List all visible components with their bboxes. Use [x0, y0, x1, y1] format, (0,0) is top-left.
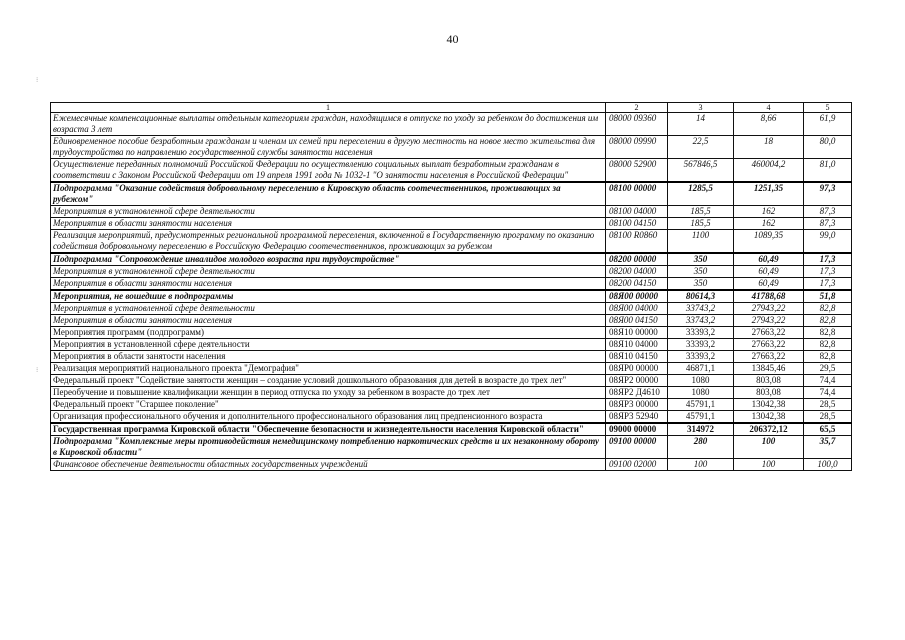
row-actual-cell: 162: [734, 206, 804, 218]
row-plan-cell: 33393,2: [668, 327, 734, 339]
table-row: [51, 218, 852, 230]
row-name-cell: Мероприятия в установленной сфере деятельности: [51, 339, 606, 351]
row-percent-cell: 99,0: [804, 230, 852, 254]
row-plan-cell: 45791,1: [668, 399, 734, 411]
row-name-cell: Мероприятия в области занятости населения: [51, 315, 606, 327]
row-plan-cell: 45791,1: [668, 411, 734, 424]
row-actual-cell: 18: [734, 136, 804, 159]
row-plan-cell: 33393,2: [668, 351, 734, 363]
table-row: [51, 206, 852, 218]
row-plan-cell: 314972: [668, 423, 734, 436]
row-actual-cell: 206372,12: [734, 423, 804, 436]
table-row: [51, 436, 852, 459]
scan-artifact: ⁝: [36, 366, 39, 374]
table-row: [51, 339, 852, 351]
table-row: [51, 159, 852, 183]
row-name-cell: Государственная программа Кировской области "Обеспечение безопасности и жизнедеятельности населения Кировской области": [51, 423, 606, 436]
row-name-cell: Реализация мероприятий национального проекта "Демография": [51, 363, 606, 375]
row-name-cell: Мероприятия программ (подпрограмм): [51, 327, 606, 339]
row-plan-cell: 22,5: [668, 136, 734, 159]
row-actual-cell: 1251,35: [734, 182, 804, 206]
table-row: [51, 266, 852, 278]
table-row: [51, 363, 852, 375]
row-plan-cell: 350: [668, 278, 734, 291]
table-row: [51, 303, 852, 315]
row-actual-cell: 13845,46: [734, 363, 804, 375]
row-code-cell: 08000 09990: [606, 136, 668, 159]
row-name-cell: Единовременное пособие безработным гражданам и членам их семей при переселении в другую местность на новое место жительства для трудоустройства по направлению государственной службы занятости населения: [51, 136, 606, 159]
row-code-cell: 08Я00 04150: [606, 315, 668, 327]
row-name-cell: Мероприятия в установленной сфере деятельности: [51, 206, 606, 218]
row-name-cell: Мероприятия в области занятости населения: [51, 278, 606, 291]
row-actual-cell: 41788,68: [734, 290, 804, 303]
row-plan-cell: 46871,1: [668, 363, 734, 375]
table-header-row: [51, 103, 852, 113]
row-percent-cell: 74,4: [804, 387, 852, 399]
table-row: [51, 182, 852, 206]
row-name-cell: Мероприятия в области занятости населения: [51, 218, 606, 230]
row-percent-cell: 82,8: [804, 327, 852, 339]
row-plan-cell: 14: [668, 113, 734, 136]
row-percent-cell: 81,0: [804, 159, 852, 183]
row-code-cell: 08000 09360: [606, 113, 668, 136]
table-row: [51, 375, 852, 387]
row-percent-cell: 80,0: [804, 136, 852, 159]
row-percent-cell: 87,3: [804, 206, 852, 218]
table-row: [51, 423, 852, 436]
row-code-cell: 08ЯР2 00000: [606, 375, 668, 387]
row-actual-cell: 27663,22: [734, 339, 804, 351]
row-actual-cell: 60,49: [734, 253, 804, 266]
row-name-cell: Мероприятия, не вошедшие в подпрограммы: [51, 290, 606, 303]
row-plan-cell: 280: [668, 436, 734, 459]
column-header: 5: [804, 103, 852, 113]
row-actual-cell: 162: [734, 218, 804, 230]
row-actual-cell: 27943,22: [734, 303, 804, 315]
table-row: [51, 459, 852, 471]
row-actual-cell: 100: [734, 436, 804, 459]
column-header: 2: [606, 103, 668, 113]
table-row: [51, 327, 852, 339]
budget-table: [50, 102, 852, 471]
table-row: [51, 411, 852, 424]
row-actual-cell: 60,49: [734, 278, 804, 291]
row-code-cell: 08Я10 04150: [606, 351, 668, 363]
row-plan-cell: 80614,3: [668, 290, 734, 303]
column-header: 3: [668, 103, 734, 113]
row-name-cell: Финансовое обеспечение деятельности областных государственных учреждений: [51, 459, 606, 471]
row-name-cell: Федеральный проект "Содействие занятости женщин – создание условий дошкольного образования для детей в возрасте до трех лет": [51, 375, 606, 387]
row-plan-cell: 1285,5: [668, 182, 734, 206]
row-actual-cell: 460004,2: [734, 159, 804, 183]
table-row: [51, 399, 852, 411]
row-code-cell: 09100 00000: [606, 436, 668, 459]
row-percent-cell: 17,3: [804, 266, 852, 278]
table-row: [51, 253, 852, 266]
row-name-cell: Осуществление переданных полномочий Российской Федерации по осуществлению социальных выплат безработным гражданам в соответствии с Законом Российской Федерации от 19 апреля 1991 года № 1032-1 "О занятости населения в Российской Федерации": [51, 159, 606, 183]
row-name-cell: Подпрограмма "Комплексные меры противодействия немедицинскому потреблению наркотических средств и их незаконному обороту в Кировской области": [51, 436, 606, 459]
row-code-cell: 08100 00000: [606, 182, 668, 206]
row-plan-cell: 33743,2: [668, 315, 734, 327]
row-actual-cell: 13042,38: [734, 399, 804, 411]
row-percent-cell: 28,5: [804, 399, 852, 411]
row-percent-cell: 17,3: [804, 278, 852, 291]
row-actual-cell: 27663,22: [734, 327, 804, 339]
row-actual-cell: 27943,22: [734, 315, 804, 327]
column-header: 1: [51, 103, 606, 113]
row-percent-cell: 51,8: [804, 290, 852, 303]
table-row: [51, 113, 852, 136]
table-row: [51, 290, 852, 303]
row-code-cell: 08200 00000: [606, 253, 668, 266]
row-percent-cell: 74,4: [804, 375, 852, 387]
row-plan-cell: 1100: [668, 230, 734, 254]
row-code-cell: 08100 R0860: [606, 230, 668, 254]
row-code-cell: 09000 00000: [606, 423, 668, 436]
row-percent-cell: 17,3: [804, 253, 852, 266]
row-code-cell: 08200 04150: [606, 278, 668, 291]
row-code-cell: 08000 52900: [606, 159, 668, 183]
row-plan-cell: 1080: [668, 387, 734, 399]
row-actual-cell: 1089,35: [734, 230, 804, 254]
row-code-cell: 08100 04150: [606, 218, 668, 230]
row-code-cell: 08Я00 00000: [606, 290, 668, 303]
row-percent-cell: 82,8: [804, 339, 852, 351]
column-header: 4: [734, 103, 804, 113]
row-plan-cell: 100: [668, 459, 734, 471]
row-name-cell: Мероприятия в установленной сфере деятельности: [51, 303, 606, 315]
row-code-cell: 08ЯР3 52940: [606, 411, 668, 424]
row-actual-cell: 803,08: [734, 387, 804, 399]
table-row: [51, 230, 852, 254]
row-name-cell: Мероприятия в установленной сфере деятельности: [51, 266, 606, 278]
row-code-cell: 08ЯР2 Д4610: [606, 387, 668, 399]
row-percent-cell: 82,8: [804, 351, 852, 363]
table-row: [51, 315, 852, 327]
row-name-cell: Мероприятия в области занятости населения: [51, 351, 606, 363]
table-row: [51, 278, 852, 291]
row-name-cell: Федеральный проект "Старшее поколение": [51, 399, 606, 411]
row-percent-cell: 61,9: [804, 113, 852, 136]
row-plan-cell: 567846,5: [668, 159, 734, 183]
table-row: [51, 136, 852, 159]
row-code-cell: 09100 02000: [606, 459, 668, 471]
row-name-cell: Переобучение и повышение квалификации женщин в период отпуска по уходу за ребенком в возрасте до трех лет: [51, 387, 606, 399]
row-percent-cell: 82,8: [804, 315, 852, 327]
row-code-cell: 08100 04000: [606, 206, 668, 218]
row-plan-cell: 33743,2: [668, 303, 734, 315]
row-percent-cell: 97,3: [804, 182, 852, 206]
row-plan-cell: 350: [668, 266, 734, 278]
row-code-cell: 08Я00 04000: [606, 303, 668, 315]
row-name-cell: Подпрограмма "Сопровождение инвалидов молодого возраста при трудоустройстве": [51, 253, 606, 266]
table-row: [51, 351, 852, 363]
row-percent-cell: 82,8: [804, 303, 852, 315]
row-name-cell: Подпрограмма "Оказание содействия добровольному переселению в Кировскую область соотечественников, проживающих за рубежом": [51, 182, 606, 206]
row-code-cell: 08ЯР3 00000: [606, 399, 668, 411]
row-name-cell: Организация профессионального обучения и дополнительного профессионального образования лиц предпенсионного возраста: [51, 411, 606, 424]
row-plan-cell: 185,5: [668, 218, 734, 230]
row-percent-cell: 87,3: [804, 218, 852, 230]
row-actual-cell: 60,49: [734, 266, 804, 278]
budget-table-body: [51, 103, 852, 471]
row-actual-cell: 13042,38: [734, 411, 804, 424]
row-plan-cell: 1080: [668, 375, 734, 387]
row-actual-cell: 8,66: [734, 113, 804, 136]
row-percent-cell: 28,5: [804, 411, 852, 424]
row-percent-cell: 100,0: [804, 459, 852, 471]
row-actual-cell: 100: [734, 459, 804, 471]
row-actual-cell: 27663,22: [734, 351, 804, 363]
row-plan-cell: 33393,2: [668, 339, 734, 351]
row-percent-cell: 65,5: [804, 423, 852, 436]
page-number: 40: [446, 32, 459, 46]
row-actual-cell: 803,08: [734, 375, 804, 387]
row-percent-cell: 35,7: [804, 436, 852, 459]
row-percent-cell: 29,5: [804, 363, 852, 375]
row-plan-cell: 350: [668, 253, 734, 266]
table-row: [51, 387, 852, 399]
row-name-cell: Ежемесячные компенсационные выплаты отдельным категориям граждан, находящимся в отпуске по уходу за ребенком до достижения им возраста 3 лет: [51, 113, 606, 136]
row-code-cell: 08ЯР0 00000: [606, 363, 668, 375]
row-name-cell: Реализация мероприятий, предусмотренных региональной программой переселения, включенной в Государственную программу по оказанию содействия добровольному переселению в Российскую Федерацию соотечественников, проживающих за рубежом: [51, 230, 606, 254]
row-plan-cell: 185,5: [668, 206, 734, 218]
scan-artifact: ⁝: [36, 76, 39, 84]
row-code-cell: 08200 04000: [606, 266, 668, 278]
row-code-cell: 08Я10 04000: [606, 339, 668, 351]
row-code-cell: 08Я10 00000: [606, 327, 668, 339]
